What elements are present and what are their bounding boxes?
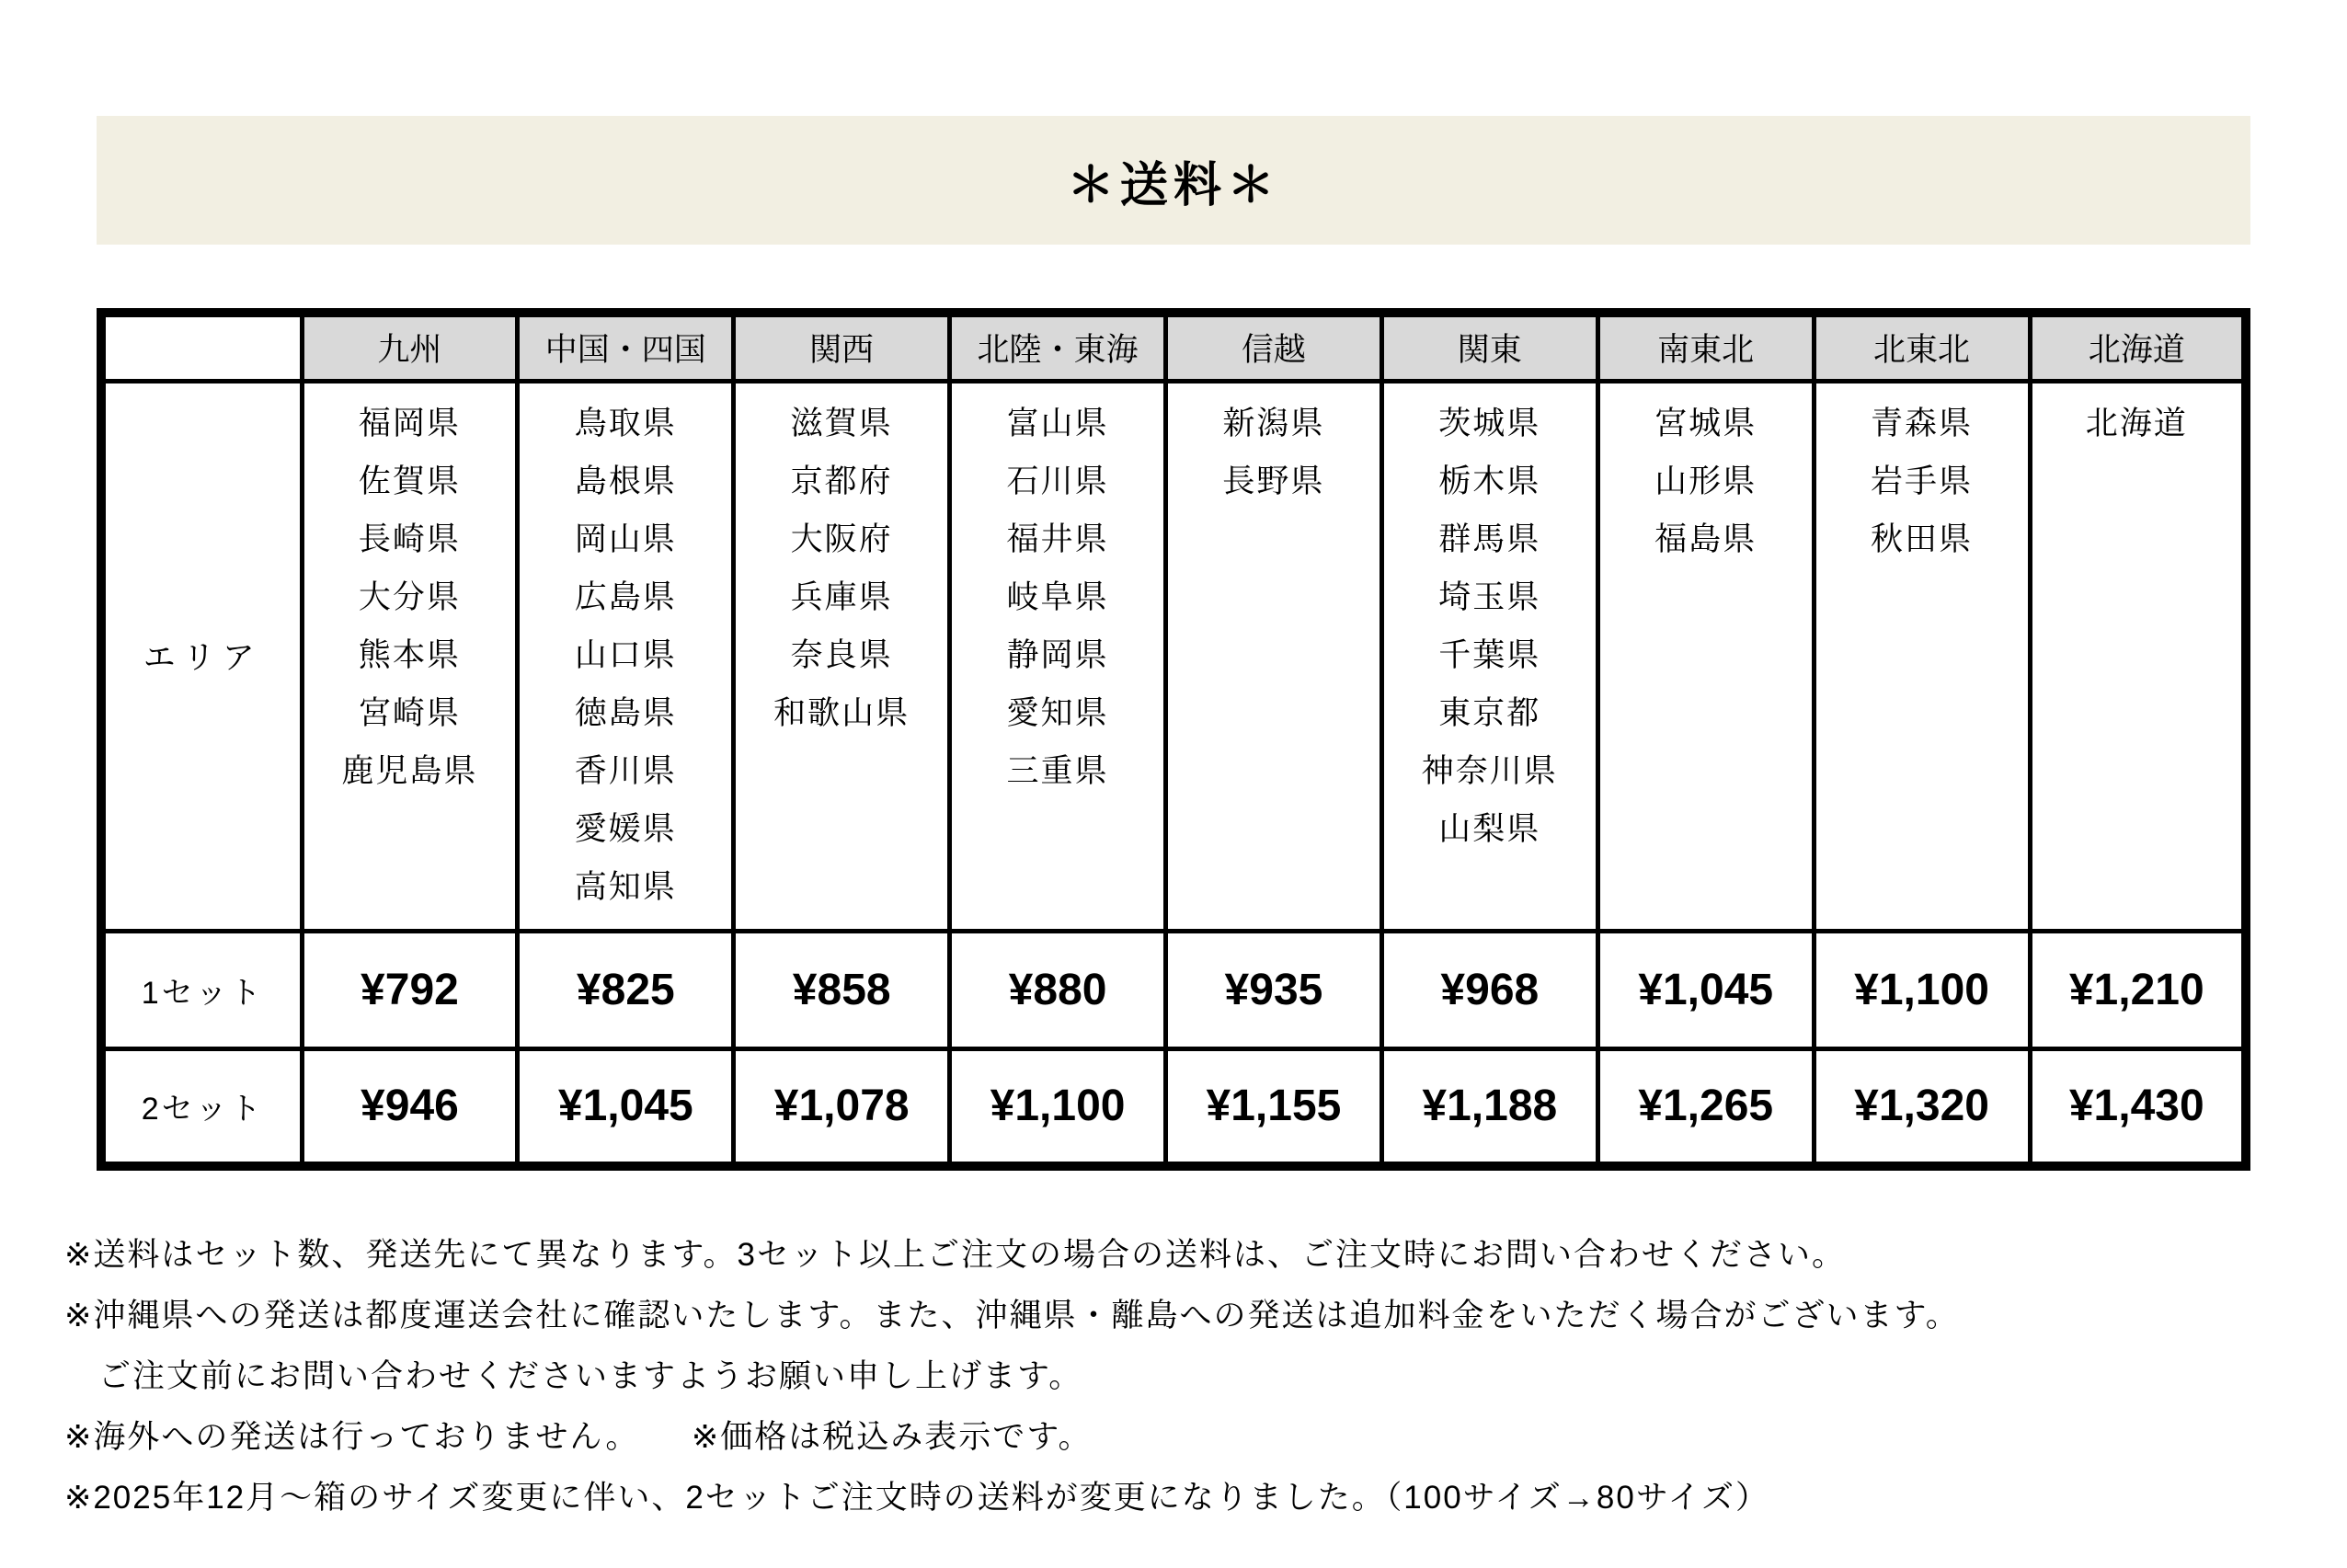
prefecture: 和歌山県 — [773, 694, 910, 731]
prefecture: 石川県 — [1006, 463, 1109, 499]
prefecture: 茨城県 — [1438, 405, 1541, 441]
prefecture: 福井県 — [1006, 521, 1109, 557]
prefecture: 鹿児島県 — [341, 752, 478, 789]
prefecture: 長野県 — [1222, 463, 1325, 499]
region-header: 信越 — [1166, 313, 1382, 381]
prefecture: 岐阜県 — [1006, 578, 1109, 615]
region-header: 中国・四国 — [518, 313, 734, 381]
region-header: 北海道 — [2030, 313, 2246, 381]
shipping-fee-table-container — [97, 308, 2250, 1171]
prefecture: 熊本県 — [358, 636, 461, 673]
prefecture: 大阪府 — [790, 521, 893, 557]
prefecture-list — [734, 381, 950, 931]
set1-price: ¥968 — [1381, 931, 1597, 1048]
prefecture: 北海道 — [2085, 405, 2188, 441]
set1-price: ¥880 — [950, 931, 1166, 1048]
set1-price: ¥1,100 — [1814, 931, 2030, 1048]
set1-row-label: 1セット — [101, 931, 302, 1048]
note-line: ※2025年12月～箱のサイズ変更に伴い、2セットご注文時の送料が変更になりました。（100サイズ→80サイズ） — [64, 1480, 1770, 1516]
region-header-row — [101, 313, 2246, 381]
set2-price: ¥1,078 — [734, 1048, 950, 1166]
prefecture: 宮崎県 — [358, 694, 461, 731]
prefecture: 長崎県 — [358, 521, 461, 557]
prefecture: 埼玉県 — [1438, 578, 1541, 615]
region-header: 関東 — [1381, 313, 1597, 381]
set2-price: ¥1,100 — [950, 1048, 1166, 1166]
prefecture-list — [518, 381, 734, 931]
prefecture: 佐賀県 — [358, 463, 461, 499]
prefecture: 奈良県 — [790, 636, 893, 673]
set1-price: ¥858 — [734, 931, 950, 1048]
region-header: 九州 — [302, 313, 518, 381]
set2-price: ¥1,265 — [1597, 1048, 1814, 1166]
prefecture-list — [1814, 381, 2030, 931]
set2-price: ¥1,430 — [2030, 1048, 2246, 1166]
prefecture-row — [101, 381, 2246, 931]
prefecture: 大分県 — [358, 578, 461, 615]
set2-row-label: 2セット — [101, 1048, 302, 1166]
note-line: ※沖縄県への発送は都度運送会社に確認いたします。また、沖縄県・離島への発送は追加料金をいただく場合がございます。 — [64, 1298, 1960, 1333]
region-header: 北東北 — [1814, 313, 2030, 381]
note-line: ※海外への発送は行っておりません。 ※価格は税込み表示です。 — [64, 1419, 1093, 1455]
prefecture-list — [1597, 381, 1814, 931]
prefecture: 宮城県 — [1654, 405, 1757, 441]
area-label: エリア — [101, 381, 302, 931]
shipping-fee-table — [97, 308, 2250, 1171]
set2-price: ¥1,188 — [1381, 1048, 1597, 1166]
prefecture: 富山県 — [1006, 405, 1109, 441]
prefecture-list — [950, 381, 1166, 931]
prefecture: 山形県 — [1654, 463, 1757, 499]
set1-price: ¥1,210 — [2030, 931, 2246, 1048]
prefecture: 栃木県 — [1438, 463, 1541, 499]
set1-price: ¥1,045 — [1597, 931, 1814, 1048]
region-header: 関西 — [734, 313, 950, 381]
prefecture: 東京都 — [1438, 694, 1541, 731]
prefecture: 香川県 — [574, 752, 677, 789]
footnotes — [64, 1225, 2318, 1528]
prefecture: 高知県 — [574, 868, 677, 905]
prefecture: 愛知県 — [1006, 694, 1109, 731]
set2-price: ¥946 — [302, 1048, 518, 1166]
prefecture: 千葉県 — [1438, 636, 1541, 673]
prefecture: 兵庫県 — [790, 578, 893, 615]
prefecture: 愛媛県 — [574, 810, 677, 847]
shipping-fee-banner — [97, 116, 2250, 245]
set1-price: ¥792 — [302, 931, 518, 1048]
prefecture: 秋田県 — [1871, 521, 1974, 557]
prefecture: 山梨県 — [1438, 810, 1541, 847]
set1-price-row — [101, 931, 2246, 1048]
set2-price: ¥1,320 — [1814, 1048, 2030, 1166]
prefecture: 群馬県 — [1438, 521, 1541, 557]
prefecture: 静岡県 — [1006, 636, 1109, 673]
prefecture: 島根県 — [574, 463, 677, 499]
prefecture-list — [1166, 381, 1382, 931]
corner-cell — [101, 313, 302, 381]
prefecture-list — [2030, 381, 2246, 931]
prefecture: 京都府 — [790, 463, 893, 499]
prefecture: 広島県 — [574, 578, 677, 615]
note-line: ※送料はセット数、発送先にて異なります。3セット以上ご注文の場合の送料は、ご注文時にお問い合わせください。 — [64, 1237, 1846, 1273]
prefecture: 鳥取県 — [574, 405, 677, 441]
prefecture: 徳島県 — [574, 694, 677, 731]
set1-price: ¥825 — [518, 931, 734, 1048]
prefecture: 神奈川県 — [1421, 752, 1558, 789]
prefecture: 滋賀県 — [790, 405, 893, 441]
prefecture: 岩手県 — [1871, 463, 1974, 499]
set2-price: ¥1,155 — [1166, 1048, 1382, 1166]
prefecture: 青森県 — [1871, 405, 1974, 441]
region-header: 南東北 — [1597, 313, 1814, 381]
prefecture: 岡山県 — [574, 521, 677, 557]
set2-price-row — [101, 1048, 2246, 1166]
prefecture: 福岡県 — [358, 405, 461, 441]
set1-price: ¥935 — [1166, 931, 1382, 1048]
prefecture: 三重県 — [1006, 752, 1109, 789]
page-title: ＊送料＊ — [1066, 158, 1280, 212]
prefecture: 新潟県 — [1222, 405, 1325, 441]
prefecture: 福島県 — [1654, 521, 1757, 557]
prefecture-list — [302, 381, 518, 931]
set2-price: ¥1,045 — [518, 1048, 734, 1166]
prefecture: 山口県 — [574, 636, 677, 673]
region-header: 北陸・東海 — [950, 313, 1166, 381]
note-line: ご注文前にお問い合わせくださいますようお願い申し上げます。 — [64, 1358, 1083, 1394]
prefecture-list — [1381, 381, 1597, 931]
